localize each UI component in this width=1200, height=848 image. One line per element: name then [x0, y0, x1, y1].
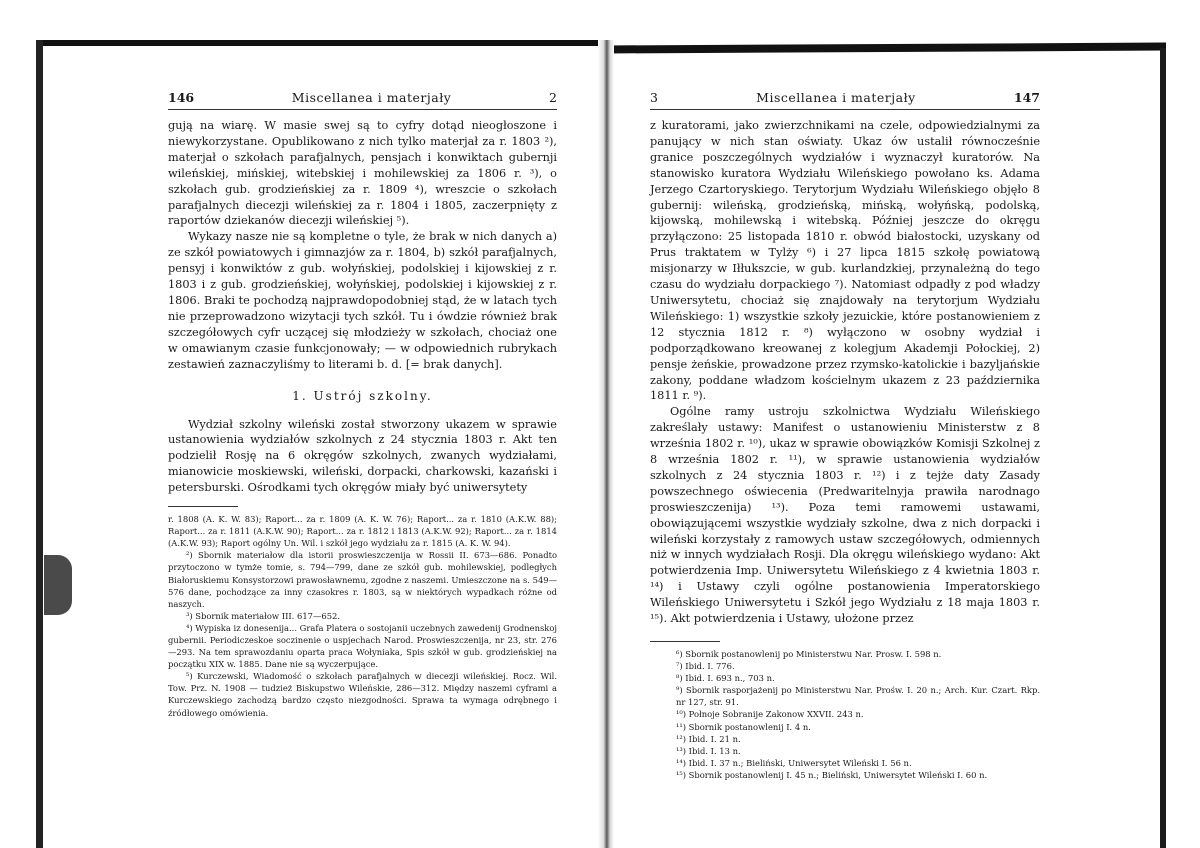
left-running-header: [168, 90, 557, 110]
footnote-divider: [650, 641, 720, 642]
footnote: ¹⁰) Połnoje Sobranije Zakonow XXVII. 243 n.: [676, 709, 864, 720]
footnote: ⁷) Ibid. I. 776.: [676, 661, 735, 672]
left-paragraph-3: Wydział szkolny wileński został stworzony ukazem w sprawie ustanowienia wydziałów szkolnych z 24 stycznia 1803 r. Akt ten podzielił Rosję na 6 okręgów szkolnych, zwanych wydziałami, mianowicie moskiewski, wileński, dorpacki, charkowski, kazański i petersburski. Ośrodkami tych okręgów miały być uniwersytety: [168, 417, 557, 495]
right-paragraph-2: Ogólne ramy ustroju szkolnictwa Wydziału Wileńskiego zakreślały ustawy: Manifest o ustanowieniu Ministerstw z 8 września 1802 r. ¹⁰), ukaz w sprawie obowiązków Komisji Szkolnej z 8 września 1802 r. ¹¹), w sprawie ustanowienia wydziałów szkolnych z 24 stycznia 1803 r. ¹²) i z tejże daty Zasady powszechnego oświecenia (Predwaritelnyja prawiła narodnago proswieszczenija) ¹³). Poza temi ramowemi ustawami, obowiązującemi wszystkie wydziały szkolne, dwa z nich dorpacki i wileński korzystały z ramowych ustaw szczegółowych, odmiennych niż w innych wydziałach Rosji. Dla okręgu wileńskiego wydano: Akt potwierdzenia Imp. Uniwersytetu Wileńskiego z 4 kwietnia 1803 r. ¹⁴) i Ustawy czyli ogólne postanowienia Imperatorskiego Wileńskiego Uniwersytetu i Szkół jego Wydziału z 18 maja 1803 r. ¹⁵). Akt potwierdzenia i Ustawy, ułożone przez: [650, 405, 1040, 626]
right-running-header: [650, 90, 1040, 110]
scan-shadow-mark: [44, 555, 72, 615]
book-gutter: [598, 40, 614, 848]
section-heading: 1. Ustrój szkolny.: [292, 388, 433, 403]
footnote: ¹³) Ibid. I. 13 n.: [676, 745, 741, 756]
footnote: ⁶) Sbornik postanowlenij po Ministerstwu Nar. Prosw. I. 598 n.: [676, 649, 942, 659]
right-running-title: Miscellanea i materjały: [756, 90, 916, 105]
scan-edge-right: [1160, 48, 1166, 848]
footnote: ¹⁴) Ibid. I. 37 n.; Bieliński, Uniwersytet Wileński I. 56 n.: [676, 757, 912, 768]
right-paragraph-1: z kuratorami, jako zwierzchnikami na czele, odpowiedzialnymi za panujący w nich stan oświaty. Ukaz ów ustalił równocześnie granice poszczególnych wydziałów i wyznaczył kuratorów. Na stanowisko kuratora Wydziału Wileńskiego powołano ks. Adama Jerzego Czartoryskiego. Terytorjum Wydziału Wileńskiego objęło 8 gubernij: wileńską, grodzieńską, mińską, wołyńską, podolską, kijowską, mohilewską i witebską. Później jeszcze do okręgu przyłączono: 25 listopada 1810 r. obwód białostocki, uzyskany od Prus traktatem w Tylży ⁶) i 27 lipca 1815 szkołę powiatową misjonarzy w Iłłukszcie, w gub. kurlandzkiej, przynależną do tego czasu do wydziału dorpackiego ⁷). Natomiast odpadły z pod władzy Uniwersytetu, chociaż się znajdowały na terytorjum Wydziału Wileńskiego: 1) wszystkie szkoły jezuickie, które postanowieniem z 12 stycznia 1812 r. ⁸) wyłączono w osobny wydział i podporządkowano kreowanej z kolegjum Akademji Połockiej, 2) pensje żeńskie, prowadzone przez rzymsko-katolickie i bazyljańskie zakony, poddane władzom kościelnym ukazem z 23 października 1811 r. ⁹).: [650, 119, 1040, 403]
scan-edge-top-right: [606, 43, 1166, 54]
left-page-number: 146: [168, 90, 195, 105]
scan-edge-top-left: [36, 40, 606, 46]
right-section-number: 3: [650, 90, 658, 105]
scan-edge-left: [36, 40, 43, 848]
left-running-title: Miscellanea i materjały: [291, 90, 452, 105]
footnote-divider: [168, 506, 238, 507]
footnote: ⁸) Ibid. I. 693 n., 703 n.: [676, 673, 775, 684]
footnote: ¹²) Ibid. I. 21 n.: [676, 733, 741, 744]
left-paragraph-2: Wykazy nasze nie są kompletne o tyle, że brak w nich danych a) ze szkół powiatowych i gimnazjów za r. 1804, b) szkół parafjalnych, pensyj i konwiktów z gub. wołyńskiej, podolskiej i kijowskiej z r. 1803 i z gub. grodzieńskiej, wołyńskiej, podolskiej i kijowskiej z r. 1806. Braki te pochodzą najprawdopodobniej stąd, że w latach tych nie przeprowadzono wizytacji tych szkół. Tu i ówdzie również brak szczegółowych cyfr uczącej się młodzieży w szkołach, chociaż one w omawianym czasie funkcjonowały; — w odpowiednich rubrykach zestawień zaznaczyliśmy to literami b. d. [= brak danych].: [168, 230, 557, 371]
footnote: r. 1808 (A. K. W. 83); Raport... za r. 1809 (A. K. W. 76); Raport... za r. 1810 (A.K.W. 88); Raport... za r. 1811 (A.K.W. 90); Raport... za r. 1812 i 1813 (A.K.W. 92); Raport... za r. 1814 (A.K.W. 93); Raport ogólny Un. Wil. i szkół jego wydziału za r. 1815 (A. K. W. 94).: [168, 514, 557, 549]
footnote: ¹¹) Sbornik postanowlenij I. 4 n.: [676, 721, 811, 732]
right-page-number: 147: [1013, 90, 1040, 105]
footnote: ⁴) Wypiska iz donesenija... Grafa Platera o sostojanii uczebnych zawedenij Grodnenskoj gubernii. Periodiczeskoe soczinenie o uspjechach Narod. Proswieszczenija, nr 23, str. 276—293. Na tem sprawozdaniu oparta praca Wołyniaka, Spis szkół w gub. grodzieńskiej na początku XIX w. 1885. Dane nie są wyczerpujące.: [168, 622, 557, 670]
left-section-number: 2: [549, 90, 557, 105]
left-page: [168, 90, 557, 719]
footnote: ¹⁵) Sbornik postanowlenij I. 45 n.; Bieliński, Uniwersytet Wileński I. 60 n.: [676, 769, 988, 780]
footnote: ³) Sbornik materiałow III. 617—652.: [186, 610, 341, 621]
footnote: ⁵) Kurczewski, Wiadomość o szkołach parafjalnych w diecezji wileńskiej. Rocz. Wil. Tow. Prz. N. 1908 — tudzież Biskupstwo Wileńskie, 286—312. Między naszemi cyframi a Kurczewskiego zachodzą bardzo często niezgodności. Sprawa ta wymaga odrębnego i źródłowego omówienia.: [168, 671, 557, 718]
footnote: ⁹) Sbornik rasporjażenij po Ministerstwu Nar. Prośw. I. 20 n.; Arch. Kur. Czart. Rkp. nr 127, str. 91.: [676, 685, 1040, 708]
footnote: ²) Sbornik materiałow dla istorii proswieszczenija w Rossii II. 673—686. Ponadto przytoczono w tymże tomie, s. 794—799, dane ze szkół gub. mohilewskiej, podległych Białoruskiemu Konsystorzowi prawosławnemu, zgodne z naszemi. Umieszczone na s. 549—576 dane, pochodzące za inny czasokres r. 1803, są w niektórych wypadkach różne od naszych.: [168, 550, 557, 609]
left-paragraph-1: gują na wiarę. W masie swej są to cyfry dotąd nieogłoszone i niewykorzystane. Opublikowano z nich tylko materjał za r. 1803 ²), materjał o szkołach parafjalnych, pensjach i konwiktach gubernji wileńskiej, mińskiej, witebskiej i mohilewskiej za 1806 r. ³), o szkołach gub. grodzieńskiej za r. 1809 ⁴), wreszcie o szkołach parafjalnych diecezji wileńskiej za r. 1804 i 1805, zaczerpnięty z raportów dziekanów diecezji wileńskiej ⁵).: [168, 119, 557, 228]
right-page: [650, 90, 1040, 781]
